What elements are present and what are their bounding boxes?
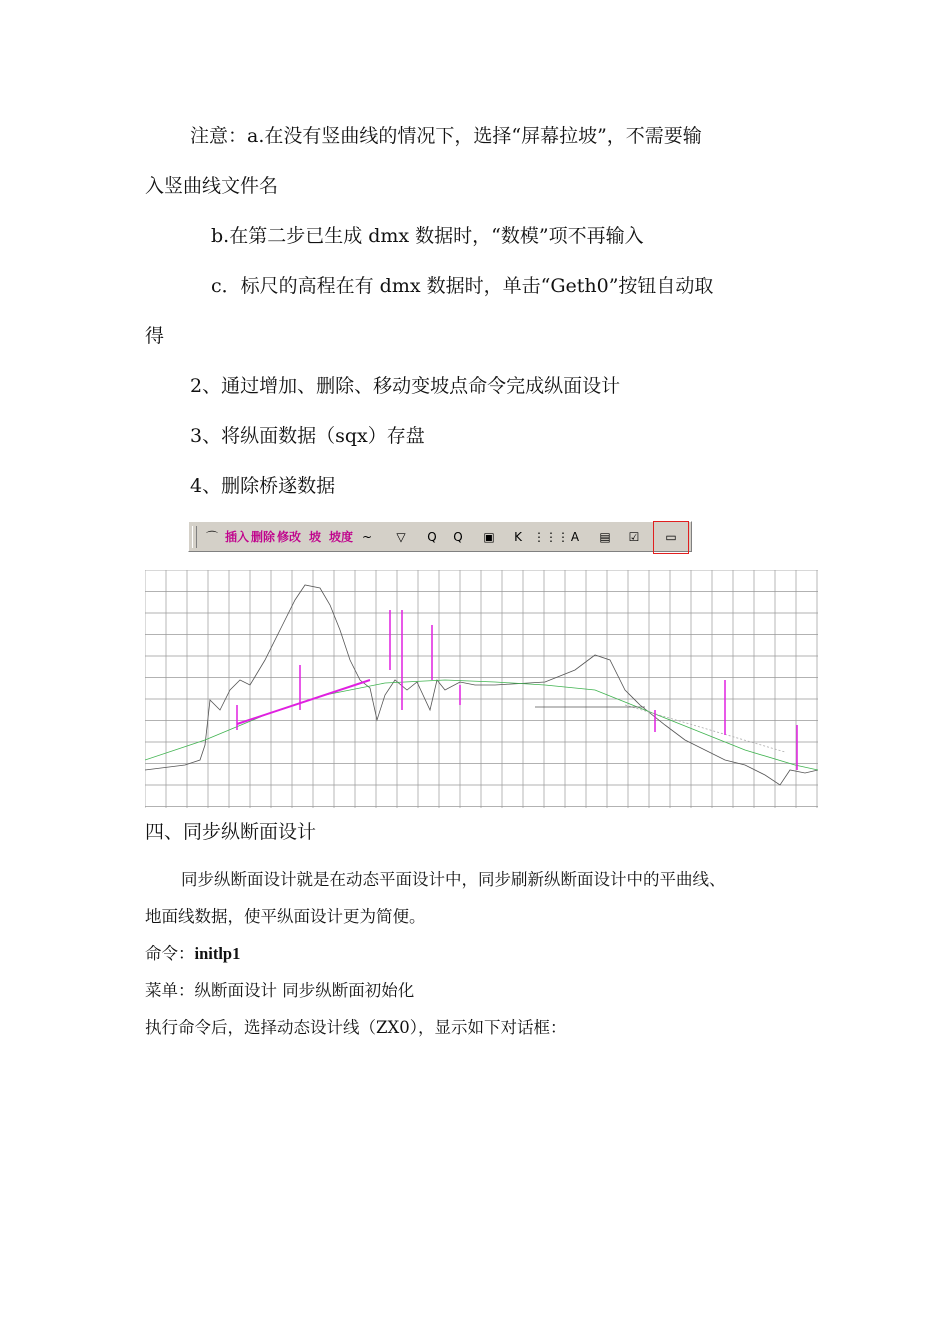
note-a: [145, 111, 810, 511]
command-line: [145, 935, 815, 972]
note-c-line2: 得: [145, 325, 165, 347]
note-a-line2: 入竖曲线文件名: [145, 175, 279, 197]
level-icon[interactable]: ▽: [396, 530, 406, 544]
profile-drawing: [145, 570, 818, 808]
note-b: b.在第二步已生成 dmx 数据时，“数模”项不再输入: [211, 225, 644, 247]
design-grade-line: [145, 680, 818, 770]
profile-toolbar: [188, 521, 692, 552]
k-icon[interactable]: K: [514, 530, 522, 544]
modify-button[interactable]: 修改: [277, 530, 302, 544]
table-icon[interactable]: ⋮⋮⋮: [533, 530, 569, 544]
profile-view-icon[interactable]: ⌒: [205, 530, 218, 544]
ground-line: [145, 585, 818, 785]
desc-line1: 同步纵断面设计就是在动态平面设计中，同步刷新纵断面设计中的平曲线、: [181, 870, 726, 889]
zoom-d-icon[interactable]: Q: [453, 530, 463, 544]
zoom-r-icon[interactable]: Q: [427, 530, 437, 544]
exec-line: 执行命令后，选择动态设计线（ZX0），显示如下对话框：: [145, 1018, 567, 1037]
slope-button[interactable]: 坡: [308, 530, 321, 544]
exit-icon[interactable]: ▭: [653, 521, 689, 554]
step-2: 2、通过增加、删除、移动变坡点命令完成纵面设计: [190, 375, 621, 397]
section-description: [145, 861, 815, 1046]
note-c-line1: c．标尺的高程在有 dmx 数据时，单击“Geth0”按钮自动取: [211, 275, 714, 297]
grade-segment-1: [237, 680, 370, 724]
step-3: 3、将纵面数据（sqx）存盘: [190, 425, 425, 447]
save-icon[interactable]: ▣: [483, 530, 495, 544]
toolbar-grip: [192, 526, 197, 548]
menu-line: 菜单：纵断面设计 同步纵断面初始化: [145, 981, 415, 1000]
note-a-line1: 注意：a.在没有竖曲线的情况下，选择“屏幕拉坡”，不需要输: [190, 125, 702, 147]
grid-lines: [145, 570, 818, 808]
command-value: initlp1: [194, 944, 241, 963]
insert-button[interactable]: 插入: [225, 530, 250, 544]
check-icon[interactable]: ☑: [628, 530, 640, 544]
desc-line2: 地面线数据，使平纵面设计更为简便。: [145, 907, 426, 926]
command-label: 命令：: [145, 944, 195, 963]
text-icon[interactable]: A: [570, 530, 580, 544]
delete-button[interactable]: 删除: [251, 530, 276, 544]
curve-icon[interactable]: ~: [361, 530, 373, 544]
grade-button[interactable]: 坡度: [329, 530, 354, 544]
step-4: 4、删除桥遂数据: [190, 475, 336, 497]
print-icon[interactable]: ▤: [599, 530, 611, 544]
section-heading: 四、同步纵断面设计: [145, 821, 317, 843]
